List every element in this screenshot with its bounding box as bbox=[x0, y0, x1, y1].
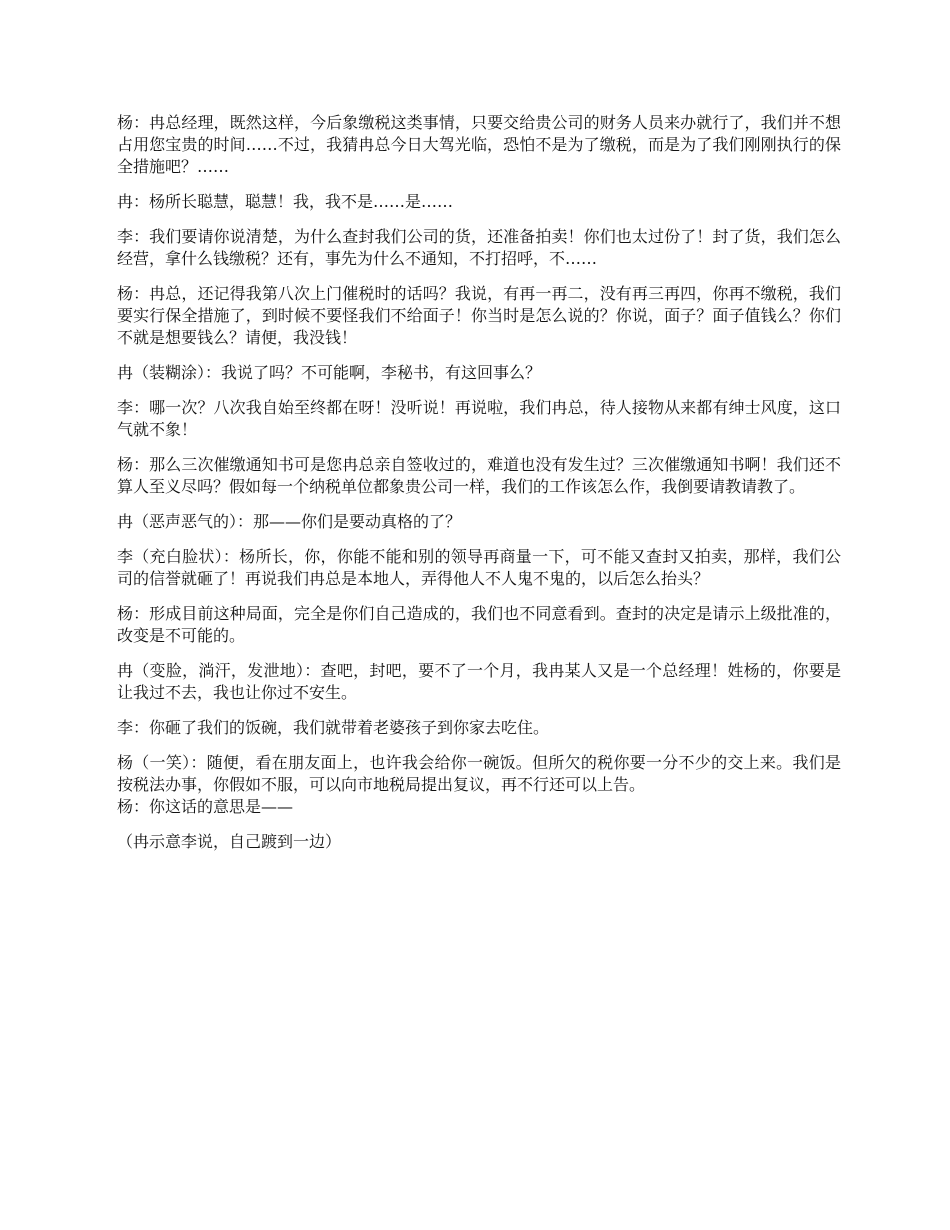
dialogue-paragraph: 李：我们要请你说清楚，为什么查封我们公司的货，还准备拍卖！你们也太过份了！封了货，我们怎么经营，拿什么钱缴税？还有，事先为什么不通知，不打招呼，不…… bbox=[117, 227, 841, 268]
document-body bbox=[117, 112, 841, 866]
dialogue-paragraph: 杨：冉总经理，既然这样，今后象缴税这类事情，只要交给贵公司的财务人员来办就行了，我们并不想占用您宝贵的时间……不过，我猜冉总今日大驾光临，恐怕不是为了缴税，而是为了我们刚刚执行的保全措施吧？…… bbox=[117, 113, 841, 176]
stage-direction: （冉示意李说，自己踱到一边） bbox=[117, 832, 342, 851]
dialogue-paragraph: 冉（恶声恶气的）：那——你们是要动真格的了？ bbox=[117, 512, 462, 531]
dialogue-paragraph: 杨：那么三次催缴通知书可是您冉总亲自签收过的，难道也没有发生过？三次催缴通知书啊！我们还不算人至义尽吗？假如每一个纳税单位都象贵公司一样，我们的工作该怎么作，我倒要请教请教了。 bbox=[117, 455, 841, 496]
dialogue-paragraph: 杨（一笑）：随便，看在朋友面上，也许我会给你一碗饭。但所欠的税你要一分不少的交上来。我们是按税法办事，你假如不服，可以向市地税局提出复议，再不行还可以上告。 杨：你这话的意思是—— bbox=[117, 753, 841, 816]
dialogue-paragraph: 李：哪一次？八次我自始至终都在呀！没听说！再说啦，我们冉总，待人接物从来都有绅士风度，这口气就不象！ bbox=[117, 398, 841, 439]
dialogue-paragraph: 冉：杨所长聪慧，聪慧！我，我不是……是…… bbox=[117, 192, 454, 211]
dialogue-paragraph: 冉（装糊涂）：我说了吗？不可能啊，李秘书，有这回事么？ bbox=[117, 363, 542, 382]
dialogue-paragraph: 李（充白脸状）：杨所长，你，你能不能和别的领导再商量一下，可不能又查封又拍卖，那样，我们公司的信誉就砸了！再说我们冉总是本地人，弄得他人不人鬼不鬼的，以后怎么抬头？ bbox=[117, 547, 841, 588]
dialogue-paragraph: 杨：冉总，还记得我第八次上门催税时的话吗？我说，有再一再二，没有再三再四，你再不缴税，我们要实行保全措施了，到时候不要怪我们不给面子！你当时是怎么说的？你说，面子？面子值钱么？你们不就是想要钱么？请便，我没钱！ bbox=[117, 284, 841, 347]
dialogue-paragraph: 杨：形成目前这种局面，完全是你们自己造成的，我们也不同意看到。查封的决定是请示上级批准的，改变是不可能的。 bbox=[117, 604, 841, 645]
dialogue-paragraph: 冉（变脸，淌汗，发泄地）：查吧，封吧，要不了一个月，我冉某人又是一个总经理！姓杨的，你要是让我过不去，我也让你过不安生。 bbox=[117, 661, 841, 702]
dialogue-paragraph: 李：你砸了我们的饭碗，我们就带着老婆孩子到你家去吃住。 bbox=[117, 718, 550, 737]
